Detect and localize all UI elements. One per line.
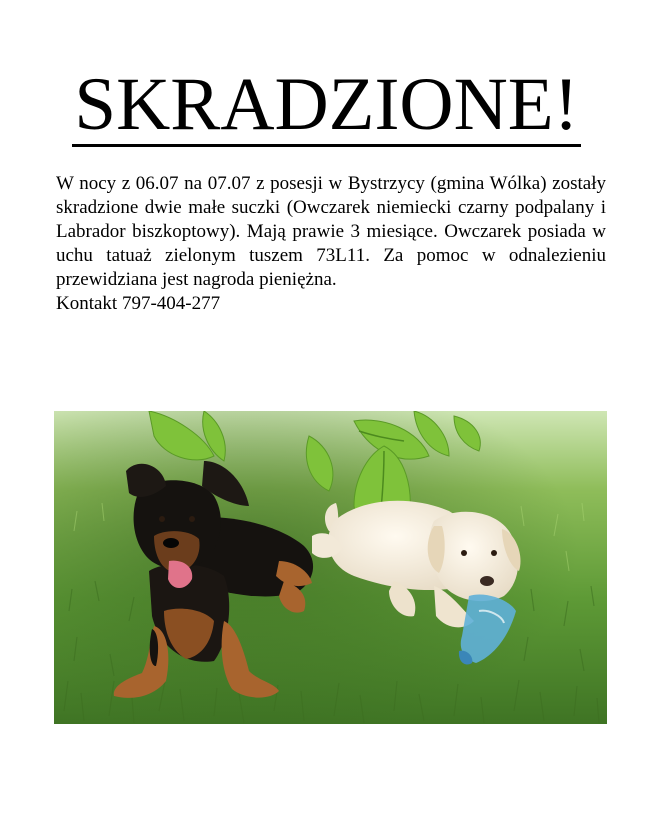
description-paragraph: W nocy z 06.07 na 07.07 z posesji w Bystrzycy (gmina Wólka) zostały skradzione dwie małe suczki (Owczarek niemiecki czarny podpalany i Labrador biszkoptowy). Mają prawie 3 miesiące. Owczarek posiada w uchu tatuaż zielonym tuszem 73L11. Za pomoc w odnalezieniu przewidziana jest nagroda pieniężna.	[56, 173, 606, 290]
puppies-photo	[54, 411, 607, 724]
poster-title	[0, 63, 653, 147]
poster-title-text: SKRADZIONE!	[74, 63, 579, 146]
contact-line: Kontakt 797-404-277	[56, 293, 221, 314]
poster-body	[56, 172, 606, 316]
